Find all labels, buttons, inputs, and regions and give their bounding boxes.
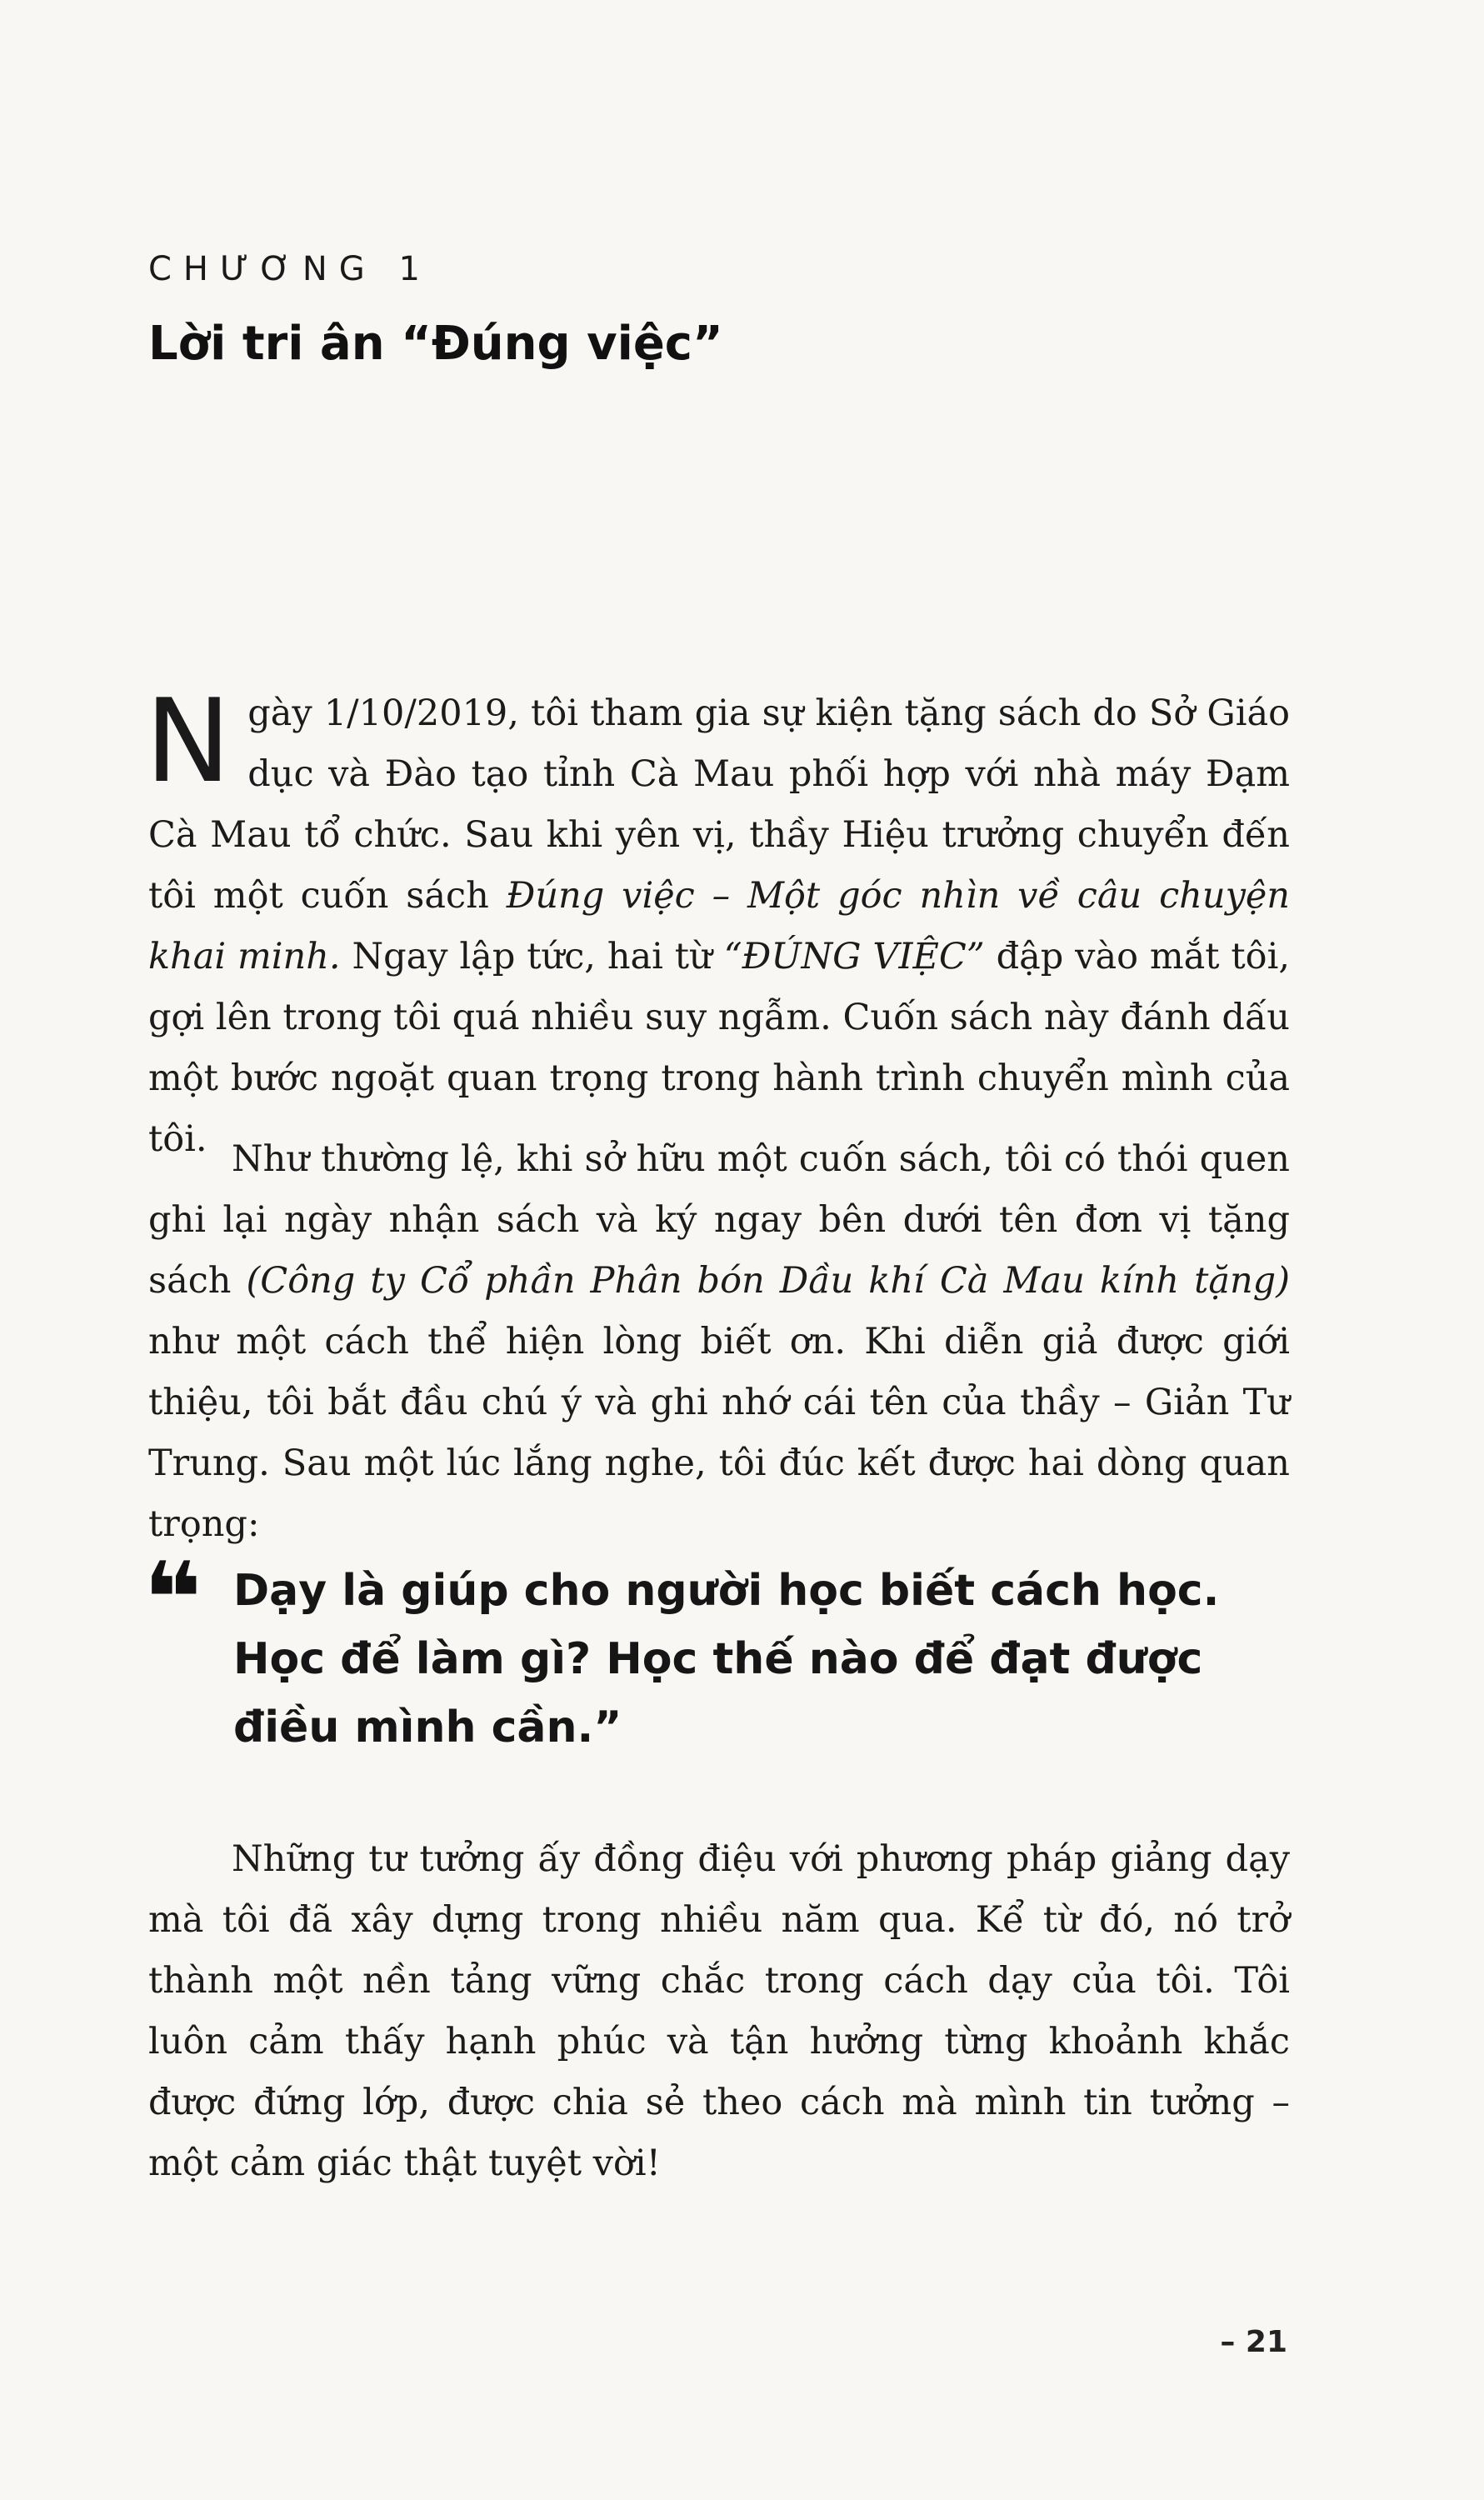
chapter-label: CHƯƠNG 1	[148, 250, 432, 288]
paragraph-4: Những tư tưởng ấy đồng điệu với phương pháp giảng dạy mà tôi đã xây dựng trong nhiều năm qua. Kể từ đó, nó trở thành một nền tảng vững chắc trong cách dạy của tôi. Tôi luôn cảm thấy hạnh phúc và tận hưởng từng khoảnh khắc được đứng lớp, được chia sẻ theo cách mà mình tin tưởng – một cảm giác thật tuyệt vời!	[148, 1838, 1290, 2184]
page-number: – 21	[1220, 2325, 1287, 2359]
drop-cap: N	[145, 674, 232, 808]
paragraph-1-text-c: đập vào mắt tôi, gợi lên trong tôi quá nhiều suy ngẫm. Cuốn sách này đánh dấu một bước ngoặt quan trọng trong hành trình chuyển mình của tôi.	[148, 936, 1290, 1160]
paragraph-2	[148, 1129, 1290, 1555]
chapter-title: Lời tri ân “Đúng việc”	[148, 317, 723, 371]
dung-viec-italic: “ĐÚNG VIỆC”	[723, 936, 985, 978]
paragraph-2-text-a: Như thường lệ, khi sở hữu một cuốn sách, tôi có thói quen ghi lại ngày nhận sách và ký ngay bên dưới tên đơn vị tặng sách	[148, 1138, 1290, 1302]
book-title-italic: Đúng việc – Một góc nhìn về câu chuyện khai minh.	[148, 875, 1290, 978]
quote-mark-icon: ❝	[143, 1542, 197, 1658]
paragraph-1-text-b: Ngay lập tức, hai từ	[340, 936, 724, 978]
paragraph-2-text-b: như một cách thể hiện lòng biết ơn. Khi diễn giả được giới thiệu, tôi bắt đầu chú ý và ghi nhớ cái tên của thầy – Giản Tư Trung. Sau một lúc lắng nghe, tôi đúc kết được hai dòng quan trọng:	[148, 1321, 1290, 1545]
paragraph-1	[145, 674, 1290, 1170]
paragraph-1-text-a: gày 1/10/2019, tôi tham gia sự kiện tặng sách do Sở Giáo dục và Đào tạo tỉnh Cà Mau phối hợp với nhà máy Đạm Cà Mau tổ chức. Sau khi yên vị, thầy Hiệu trưởng chuyển đến tôi một cuốn sách	[148, 692, 1290, 917]
donor-italic: (Công ty Cổ phần Phân bón Dầu khí Cà Mau kính tặng)	[246, 1260, 1290, 1302]
pull-quote: Dạy là giúp cho người học biết cách học. Học để làm gì? Học thế nào để đạt được điều mình cần.”	[233, 1566, 1220, 1752]
